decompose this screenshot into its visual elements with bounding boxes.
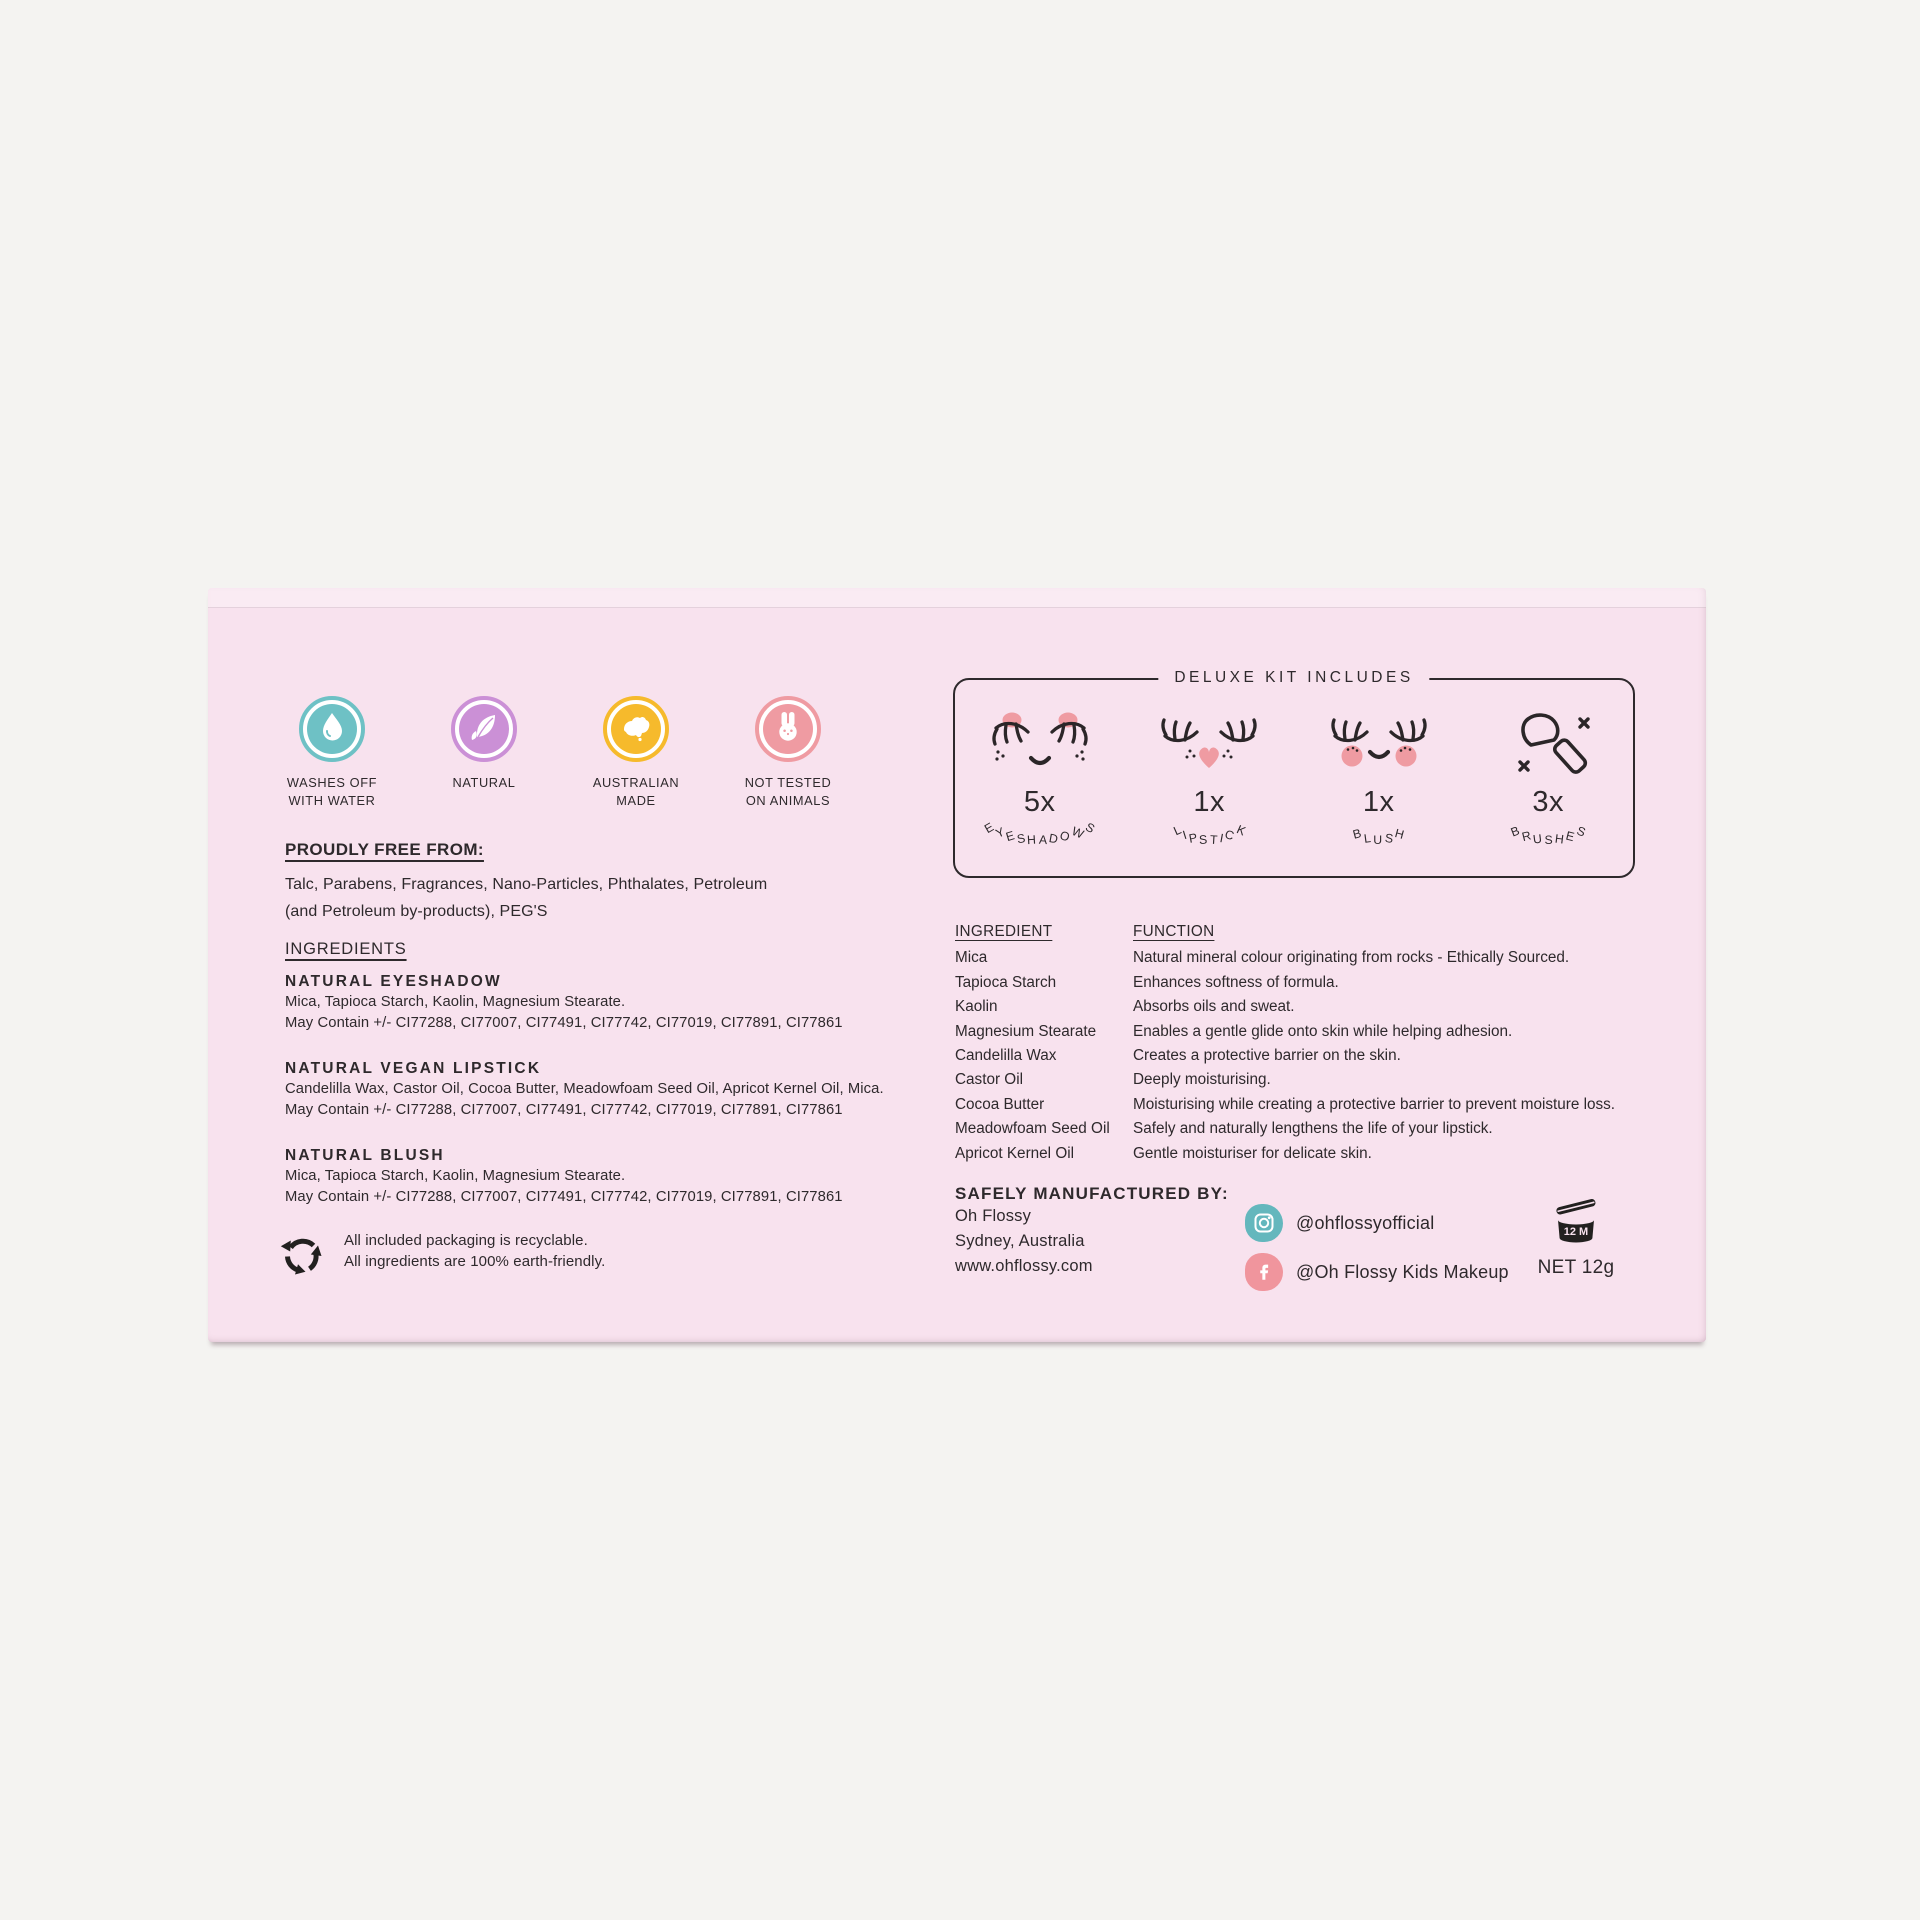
ingredient-name: Tapioca Starch: [955, 973, 1057, 991]
badge-label: NATURAL: [452, 775, 516, 790]
blush-face-icon: [1329, 712, 1429, 781]
deluxe-kit-title: DELUXE KIT INCLUDES: [1158, 669, 1429, 687]
free-from-section: [285, 840, 950, 925]
kit-item-blush: [1294, 712, 1464, 863]
badge-label: WASHES OFF: [286, 775, 378, 790]
free-from-heading: PROUDLY FREE FROM:: [285, 840, 484, 859]
product-may-contain: May Contain +/- CI77288, CI77007, CI77491, CI77742, CI77019, CI77891, CI77861: [285, 1014, 843, 1031]
manufacturer-name: Oh Flossy: [955, 1207, 1032, 1225]
lipstick-face-icon: [1159, 712, 1259, 781]
product-name: NATURAL EYESHADOW: [285, 973, 502, 990]
facebook-icon: [1245, 1253, 1283, 1291]
kit-item-count: 3x: [1532, 786, 1565, 818]
badge-ring: [299, 696, 365, 762]
instagram-icon: [1245, 1204, 1283, 1242]
table-row: [955, 1068, 1655, 1092]
right-column: [953, 588, 1658, 1342]
free-from-line: (and Petroleum by-products), PEG'S: [285, 903, 548, 920]
kit-item-label: EYESH ADOWS: [982, 819, 1098, 848]
facebook-row: [1245, 1252, 1509, 1292]
badge-ring: [603, 696, 669, 762]
period-after-opening: [1531, 1198, 1621, 1279]
deluxe-kit-includes-box: [953, 669, 1635, 878]
table-row: [955, 1020, 1655, 1044]
net-weight-label: NET 12g: [1537, 1257, 1615, 1278]
ingredient-name: Magnesium Stearate: [955, 1022, 1097, 1040]
badge-disc: [459, 704, 509, 754]
product-ingredients: Mica, Tapioca Starch, Kaolin, Magnesium Stearate.: [285, 994, 626, 1010]
ingredient-name: Candelilla Wax: [955, 1047, 1057, 1065]
leaf-icon: [467, 710, 501, 749]
manufacturer-heading: SAFELY MANUFACTURED BY:: [955, 1184, 1229, 1203]
table-row: [955, 995, 1655, 1019]
ingredient-function: Safely and naturally lengthens the life of your lipstick.: [1133, 1120, 1493, 1138]
badge-ring: [755, 696, 821, 762]
recycle-line: All included packaging is recyclable.: [344, 1232, 588, 1249]
ingredient-function: Gentle moisturiser for delicate skin.: [1133, 1144, 1372, 1162]
ingredient-function-table: [955, 920, 1655, 1166]
ingredient-name: Kaolin: [955, 998, 998, 1016]
pao-months: 12 M: [1563, 1226, 1589, 1238]
kit-item-brushes: [1464, 712, 1634, 863]
free-from-line: Talc, Parabens, Fragrances, Nano-Particles, Phthalates, Petroleum: [285, 876, 768, 893]
social-links: [1245, 1203, 1509, 1301]
badge-ring: [451, 696, 517, 762]
ingredient-function: Creates a protective barrier on the skin.: [1133, 1047, 1401, 1065]
manufacturer-website: www.ohflossy.com: [955, 1257, 1093, 1275]
kit-item-label: BLUSH: [1351, 826, 1406, 847]
table-row: [955, 1117, 1655, 1141]
product-name: NATURAL BLUSH: [285, 1147, 445, 1165]
badge-not-tested-on-animals: [712, 696, 864, 810]
kit-item-count: 5x: [1023, 786, 1056, 818]
left-column: [208, 588, 953, 1342]
product-name: NATURAL VEGAN LIPSTICK: [285, 1060, 542, 1078]
kit-item-eyeshadows: [955, 712, 1125, 863]
instagram-handle: @ohflossyofficial: [1296, 1212, 1435, 1233]
badge-disc: [307, 704, 357, 754]
recycle-line: All ingredients are 100% earth-friendly.: [344, 1253, 606, 1270]
facebook-handle: @Oh Flossy Kids Makeup: [1296, 1261, 1509, 1282]
table-row: [955, 1093, 1655, 1117]
product-natural-vegan-lipstick: [285, 1059, 953, 1120]
product-ingredients: Candelilla Wax, Castor Oil, Cocoa Butter, Meadowfoam Seed Oil, Apricot Kernel Oil, Mica.: [285, 1081, 884, 1098]
badge-disc: [763, 704, 813, 754]
product-natural-eyeshadow: [285, 972, 953, 1033]
ingredient-name: Castor Oil: [955, 1071, 1023, 1089]
ingredient-function: Enhances softness of formula.: [1133, 973, 1339, 991]
badge-label: AUSTRALIAN: [592, 775, 680, 790]
product-may-contain: May Contain +/- CI77288, CI77007, CI77491, CI77742, CI77019, CI77891, CI77861: [285, 1101, 843, 1118]
manufacturer-city: Sydney, Australia: [955, 1232, 1085, 1250]
badge-australian-made: [560, 696, 712, 810]
certification-badges: [256, 696, 864, 810]
badge-washes-off: [256, 696, 408, 810]
ingredient-function: Deeply moisturising.: [1133, 1071, 1271, 1089]
kit-item-label: BRU S HES: [1509, 823, 1588, 847]
badge-label: MADE: [616, 793, 656, 809]
product-ingredients: Mica, Tapioca Starch, Kaolin, Magnesium Stearate.: [285, 1168, 626, 1185]
ingredient-function: Enables a gentle glide onto skin while helping adhesion.: [1133, 1022, 1513, 1040]
ingredients-heading: INGREDIENTS: [285, 940, 407, 958]
instagram-row: [1245, 1203, 1509, 1243]
open-jar-icon: [1544, 1198, 1608, 1253]
table-header-row: [955, 920, 1655, 944]
kit-item-lipstick: [1125, 712, 1295, 863]
table-header-ingredient: INGREDIENT: [955, 923, 1053, 940]
manufacturer-section: [955, 1184, 1229, 1279]
australia-map-icon: [619, 710, 653, 749]
ingredient-name: Apricot Kernel Oil: [955, 1144, 1075, 1162]
ingredient-function: Natural mineral colour originating from rocks - Ethically Sourced.: [1133, 949, 1570, 967]
ingredients-products: [285, 972, 953, 1234]
packaging-back-panel: [208, 588, 1706, 1342]
product-natural-blush: [285, 1146, 953, 1207]
table-row: [955, 1142, 1655, 1166]
ingredient-function: Moisturising while creating a protective barrier to prevent moisture loss.: [1133, 1095, 1616, 1113]
table-row: [955, 1044, 1655, 1068]
badge-label: ON ANIMALS: [745, 793, 831, 809]
ingredient-name: Meadowfoam Seed Oil: [955, 1120, 1110, 1138]
ingredient-name: Cocoa Butter: [955, 1095, 1045, 1113]
water-drop-icon: [315, 710, 349, 749]
ingredient-name: Mica: [955, 949, 988, 967]
makeup-brush-icon: [1498, 712, 1598, 781]
bunny-icon: [771, 710, 805, 749]
table-row: [955, 946, 1655, 970]
kit-item-label: LIPS TICK: [1171, 822, 1248, 848]
badge-label: NOT TESTED: [744, 775, 832, 790]
kit-item-count: 1x: [1362, 786, 1395, 818]
badge-label: WITH WATER: [288, 793, 376, 809]
table-header-function: FUNCTION: [1133, 923, 1215, 940]
recycling-note: [278, 1230, 605, 1285]
ingredient-function: Absorbs oils and sweat.: [1133, 998, 1295, 1016]
table-row: [955, 971, 1655, 995]
kit-item-count: 1x: [1193, 786, 1226, 818]
product-may-contain: May Contain +/- CI77288, CI77007, CI77491, CI77742, CI77019, CI77891, CI77861: [285, 1188, 843, 1205]
recycle-icon: [278, 1232, 326, 1285]
eyeshadow-face-icon: [990, 712, 1090, 781]
badge-natural: [408, 696, 560, 810]
badge-disc: [611, 704, 661, 754]
